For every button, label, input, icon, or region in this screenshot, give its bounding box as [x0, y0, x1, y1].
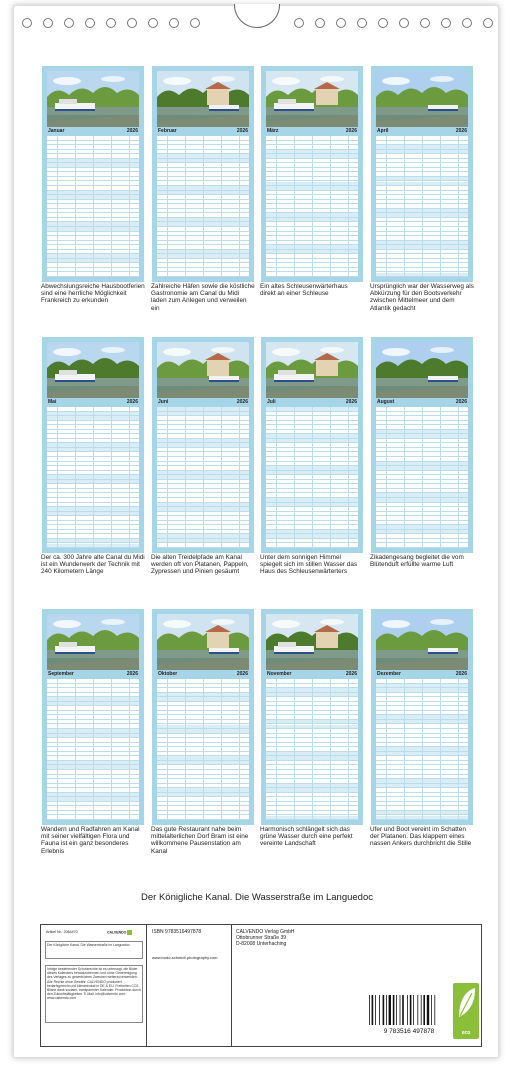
month-name: Juni: [158, 399, 169, 405]
grid-column-line: [185, 679, 186, 820]
month-caption: Zahlreiche Häfen sowie die köstliche Gastronomie am Canal du Midi laden zum Anlegen und verweilen ein: [151, 283, 255, 312]
eco-label: eco: [461, 1030, 471, 1036]
grid-column-line: [440, 136, 441, 277]
month-caption: Ein altes Schleusenwärterhaus direkt an einer Schleuse: [260, 283, 348, 298]
binding-hole: [148, 18, 158, 28]
month-year: 2026: [455, 128, 467, 134]
month-photo-frame: [376, 342, 468, 398]
month-panel-november: [261, 609, 363, 825]
leaf-icon: [453, 983, 479, 1023]
month-caption: Harmonisch schlängelt sich das grüne Wasser durch eine perfekt vereinte Landschaft: [260, 826, 353, 848]
month-photo-frame: [157, 71, 249, 127]
barcode-number: 9 783516 497878: [383, 1028, 435, 1035]
binding-hole: [420, 18, 430, 28]
month-planner-grid: [157, 407, 249, 548]
grid-column-line: [386, 136, 387, 277]
grid-column-line: [312, 679, 313, 820]
month-planner-grid: [47, 407, 139, 548]
month-name: Mai: [48, 399, 57, 405]
grid-column-line: [276, 407, 277, 548]
month-header: [266, 127, 358, 136]
grid-column-line: [422, 407, 423, 548]
grid-column-line: [440, 407, 441, 548]
month-year: 2026: [455, 399, 467, 405]
month-year: 2026: [345, 671, 357, 677]
month-panel-märz: [261, 66, 363, 282]
product-footer: [40, 924, 482, 1047]
month-photo: [157, 614, 249, 670]
month-name: März: [267, 128, 279, 134]
month-photo: [266, 614, 358, 670]
month-name: Oktober: [158, 671, 178, 677]
month-header: [376, 670, 468, 679]
month-year: 2026: [236, 399, 248, 405]
month-photo: [47, 614, 139, 670]
month-planner-grid: [157, 679, 249, 820]
month-photo-frame: [376, 71, 468, 127]
month-year: 2026: [455, 671, 467, 677]
month-planner-grid: [157, 136, 249, 277]
grid-column-line: [276, 136, 277, 277]
month-panel-januar: [42, 66, 144, 282]
month-name: April: [377, 128, 389, 134]
product-title-box: Der Königliche Kanal. Die Wasserstraße im Languedoc: [45, 941, 143, 959]
publisher-street: Ottobrunner Straße 39: [236, 935, 287, 941]
calendar-page: [13, 5, 499, 1058]
month-photo-frame: [157, 614, 249, 670]
month-caption: Zikadengesang begleitet die vom Blütenduft erfüllte warme Luft: [370, 554, 464, 569]
month-year: 2026: [236, 128, 248, 134]
month-planner-grid: [266, 679, 358, 820]
month-photo-frame: [47, 614, 139, 670]
grid-column-line: [111, 407, 112, 548]
month-header: [157, 398, 249, 407]
grid-column-line: [404, 679, 405, 820]
binding-hole: [190, 18, 200, 28]
grid-column-line: [221, 136, 222, 277]
publisher-city: D-82008 Unterhaching: [236, 941, 287, 947]
grid-column-line: [221, 407, 222, 548]
month-caption: Wandern und Radfahren am Kanal mit seiner vielfältigen Flora und Fauna ist ein ganz besonderes Erlebnis: [41, 826, 140, 855]
month-planner-grid: [266, 136, 358, 277]
month-name: Februar: [158, 128, 177, 134]
binding-hole: [336, 18, 346, 28]
grid-column-line: [440, 679, 441, 820]
month-caption: Ufer und Boot vereint im Schatten der Platanen. Das klappern eines nassen Ankers durchbricht die Stille: [370, 826, 472, 848]
grid-column-line: [330, 679, 331, 820]
month-year: 2026: [345, 399, 357, 405]
grid-column-line: [129, 679, 130, 820]
grid-column-line: [111, 136, 112, 277]
grid-column-line: [75, 407, 76, 548]
month-name: August: [377, 399, 395, 405]
footer-info-column: [41, 925, 147, 1046]
month-panel-juli: [261, 337, 363, 553]
month-year: 2026: [345, 128, 357, 134]
grid-column-line: [203, 407, 204, 548]
grid-column-line: [386, 407, 387, 548]
month-header: [266, 398, 358, 407]
grid-column-line: [458, 136, 459, 277]
month-year: 2026: [236, 671, 248, 677]
month-planner-grid: [376, 679, 468, 820]
grid-column-line: [404, 136, 405, 277]
binding-hole: [127, 18, 137, 28]
month-caption: Das gute Restaurant nahe beim mittelalterlichen Dorf Bram ist eine willkommene Pausenstation am Kanal: [151, 826, 249, 855]
month-year: 2026: [126, 128, 138, 134]
month-name: Juli: [267, 399, 276, 405]
month-header: [266, 670, 358, 679]
article-number: Artikel Nr.: 2064470: [46, 930, 78, 934]
binding-hole: [106, 18, 116, 28]
month-header: [47, 398, 139, 407]
month-planner-grid: [376, 136, 468, 277]
month-photo: [47, 342, 139, 398]
month-panel-mai: [42, 337, 144, 553]
grid-column-line: [404, 407, 405, 548]
binding-hole: [399, 18, 409, 28]
month-name: November: [267, 671, 292, 677]
calvendo-logo: CALVENDO: [107, 930, 141, 938]
grid-column-line: [458, 407, 459, 548]
grid-column-line: [422, 136, 423, 277]
binding-hole: [378, 18, 388, 28]
grid-column-line: [330, 407, 331, 548]
month-header: [47, 127, 139, 136]
month-photo-frame: [157, 342, 249, 398]
grid-column-line: [111, 679, 112, 820]
grid-column-line: [185, 407, 186, 548]
grid-column-line: [239, 679, 240, 820]
grid-column-line: [312, 136, 313, 277]
publisher-name: CALVENDO Verlag GmbH: [236, 929, 295, 935]
grid-column-line: [239, 136, 240, 277]
binding-hole: [169, 18, 179, 28]
month-photo-frame: [376, 614, 468, 670]
grid-column-line: [312, 407, 313, 548]
website-text: www.bodo-schmidt-photography.com: [152, 955, 218, 960]
month-panel-oktober: [152, 609, 254, 825]
month-planner-grid: [47, 136, 139, 277]
month-name: Januar: [48, 128, 65, 134]
grid-column-line: [185, 136, 186, 277]
grid-column-line: [167, 136, 168, 277]
footer-isbn-column: [148, 925, 232, 1046]
grid-column-line: [57, 136, 58, 277]
grid-column-line: [93, 407, 94, 548]
grid-column-line: [294, 679, 295, 820]
grid-column-line: [93, 679, 94, 820]
month-panel-februar: [152, 66, 254, 282]
grid-column-line: [57, 407, 58, 548]
month-caption: Ursprünglich war der Wasserweg als Abkürzung für den Bootsverkehr zwischen Mittelmeer und dem Atlantik gedacht: [370, 283, 474, 312]
grid-column-line: [129, 136, 130, 277]
month-panel-april: [371, 66, 473, 282]
calendar-title: Der Königliche Kanal. Die Wasserstraße im Languedoc: [141, 892, 373, 903]
month-photo: [266, 342, 358, 398]
grid-column-line: [330, 136, 331, 277]
grid-column-line: [422, 679, 423, 820]
grid-column-line: [294, 407, 295, 548]
month-caption: Unter dem sonnigen Himmel spiegelt sich im stillen Wasser das Haus des Schleusenwärterters: [260, 554, 358, 576]
month-caption: Abwechslungsreiche Hausbootferien sind eine herrliche Möglichkeit Frankreich zu erkunden: [41, 283, 145, 305]
month-photo: [157, 342, 249, 398]
month-planner-grid: [376, 407, 468, 548]
grid-column-line: [75, 136, 76, 277]
month-caption: Der ca. 300 Jahre alte Canal du Midi ist ein Wunderwerk der Technik mit 240 Kilometern Länge: [41, 554, 145, 576]
month-photo-frame: [266, 614, 358, 670]
month-caption: Die alten Treidelpfade am Kanal werden oft von Platanen, Pappeln, Zypressen und Pinien gesäumt: [151, 554, 249, 576]
month-header: [157, 670, 249, 679]
month-photo-frame: [266, 342, 358, 398]
month-photo-frame: [47, 342, 139, 398]
month-year: 2026: [126, 399, 138, 405]
grid-column-line: [129, 407, 130, 548]
month-header: [157, 127, 249, 136]
grid-column-line: [239, 407, 240, 548]
binding-hole: [462, 18, 472, 28]
footer-publisher-column: [233, 925, 481, 1046]
month-year: 2026: [126, 671, 138, 677]
binding-hole: [357, 18, 367, 28]
grid-column-line: [294, 136, 295, 277]
grid-column-line: [203, 136, 204, 277]
binding-hole: [22, 18, 32, 28]
grid-column-line: [386, 679, 387, 820]
month-photo: [157, 71, 249, 127]
month-panel-juni: [152, 337, 254, 553]
binding-hole: [441, 18, 451, 28]
grid-column-line: [458, 679, 459, 820]
month-photo-frame: [47, 71, 139, 127]
binding-hole: [294, 18, 304, 28]
month-photo: [376, 71, 468, 127]
month-panel-august: [371, 337, 473, 553]
month-name: September: [48, 671, 74, 677]
month-planner-grid: [266, 407, 358, 548]
month-panel-dezember: [371, 609, 473, 825]
legal-text: Infolge bestehender Schutzrechte ist es untersagt, die Bilder dieses Kalenders herauszutrennen und ohne Genehmigung des Verlages zu gewerblichen Zwecken weiterzuverwenden. Alle Rechte ohne Gewähr. CALVENDO produziert bedarfsgerecht und klimaneutral in DE & EU. Freiheiten CO2-Bilanz dank sozialer, transparenter Kalender. Produktion durch den Zukunftstätigkeiten. E-Mail: info@calvendo.com · www.calvendo.com: [45, 965, 143, 1023]
binding-hole: [315, 18, 325, 28]
grid-column-line: [167, 679, 168, 820]
grid-column-line: [167, 407, 168, 548]
month-name: Dezember: [377, 671, 401, 677]
grid-column-line: [93, 136, 94, 277]
month-header: [376, 398, 468, 407]
month-photo: [266, 71, 358, 127]
grid-column-line: [348, 136, 349, 277]
month-header: [47, 670, 139, 679]
grid-column-line: [75, 679, 76, 820]
grid-column-line: [57, 679, 58, 820]
month-photo: [376, 614, 468, 670]
binding-hole: [64, 18, 74, 28]
month-planner-grid: [47, 679, 139, 820]
month-photo: [47, 71, 139, 127]
isbn-text: ISBN 9783516497878: [152, 929, 202, 935]
grid-column-line: [203, 679, 204, 820]
grid-column-line: [276, 679, 277, 820]
binding-hole: [85, 18, 95, 28]
grid-column-line: [348, 407, 349, 548]
month-photo: [376, 342, 468, 398]
grid-column-line: [348, 679, 349, 820]
month-photo-frame: [266, 71, 358, 127]
month-panel-september: [42, 609, 144, 825]
barcode-image: [363, 993, 455, 1035]
binding-hole: [483, 18, 493, 28]
eco-badge: [453, 983, 479, 1039]
grid-column-line: [221, 679, 222, 820]
month-header: [376, 127, 468, 136]
binding-hole: [43, 18, 53, 28]
